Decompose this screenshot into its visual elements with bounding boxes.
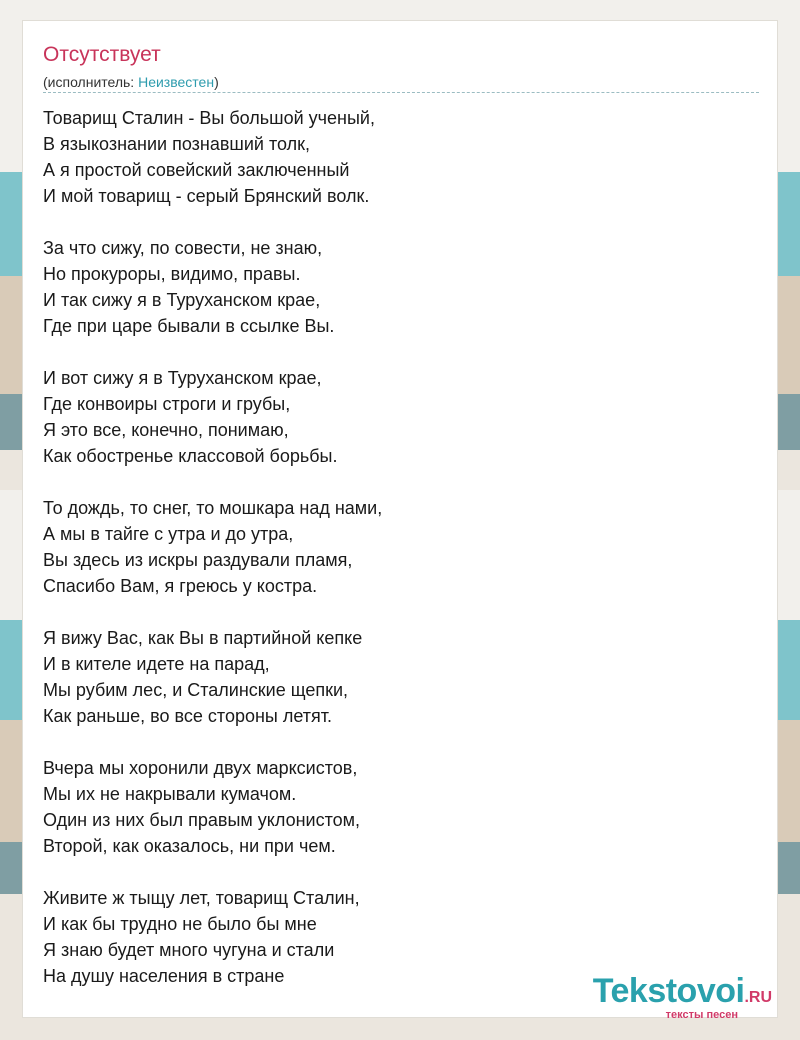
lyric-line: Как раньше, во все стороны летят. [43,706,333,726]
lyrics-card [22,20,778,1018]
lyrics-stanza [43,625,743,729]
lyrics-stanza [43,495,743,599]
lyric-line: Один из них был правым уклонистом, [43,810,361,830]
site-logo[interactable] [568,972,772,1021]
artist-prefix: (исполнитель: [43,74,139,90]
lyric-line: Где при царе бывали в ссылке Вы. [43,316,335,336]
lyrics-stanza [43,365,743,469]
artist-suffix: ) [214,74,219,90]
logo-tld: .RU [744,989,772,1006]
lyric-line: За что сижу, по совести, не знаю, [43,238,323,258]
lyric-line: И вот сижу я в Туруханском крае, [43,368,322,388]
lyric-line: Как обостренье классовой борьбы. [43,446,338,466]
lyric-line: В языкознании познавший толк, [43,134,310,154]
artist-link[interactable]: Неизвестен [138,74,215,90]
lyric-line: А я простой совейский заключенный [43,160,350,180]
lyric-line: И так сижу я в Туруханском крае, [43,290,321,310]
logo-main-text: Tekstovoi [592,972,745,1010]
lyrics-text [43,105,743,1015]
lyric-line: Товарищ Сталин - Вы большой ученый, [43,108,375,128]
lyric-line: Вы здесь из искры раздували пламя, [43,550,353,570]
lyric-line: И в кителе идете на парад, [43,654,270,674]
lyrics-stanza [43,755,743,859]
lyric-line: Я знаю будет много чугуна и стали [43,940,335,960]
lyric-line: Спасибо Вам, я греюсь у костра. [43,576,318,596]
title-divider [43,92,759,93]
lyric-line: И как бы трудно не было бы мне [43,914,317,934]
song-title: Отсутствует [43,43,161,66]
lyric-line: Второй, как оказалось, ни при чем. [43,836,336,856]
lyric-line: Где конвоиры строги и грубы, [43,394,291,414]
lyric-line: Мы их не накрывали кумачом. [43,784,297,804]
artist-line [43,74,219,90]
logo-subtitle: тексты песен [665,1009,738,1021]
lyric-line: Но прокуроры, видимо, правы. [43,264,301,284]
lyric-line: Вчера мы хоронили двух марксистов, [43,758,358,778]
lyric-line: То дождь, то снег, то мошкара над нами, [43,498,383,518]
lyric-line: А мы в тайге с утра и до утра, [43,524,294,544]
lyric-line: Живите ж тыщу лет, товарищ Сталин, [43,888,360,908]
lyric-line: Я это все, конечно, понимаю, [43,420,289,440]
lyrics-stanza [43,105,743,209]
lyric-line: И мой товарищ - серый Брянский волк. [43,186,370,206]
lyric-line: На душу населения в стране [43,966,285,986]
lyrics-stanza [43,235,743,339]
lyric-line: Мы рубим лес, и Сталинские щепки, [43,680,349,700]
lyric-line: Я вижу Вас, как Вы в партийной кепке [43,628,363,648]
